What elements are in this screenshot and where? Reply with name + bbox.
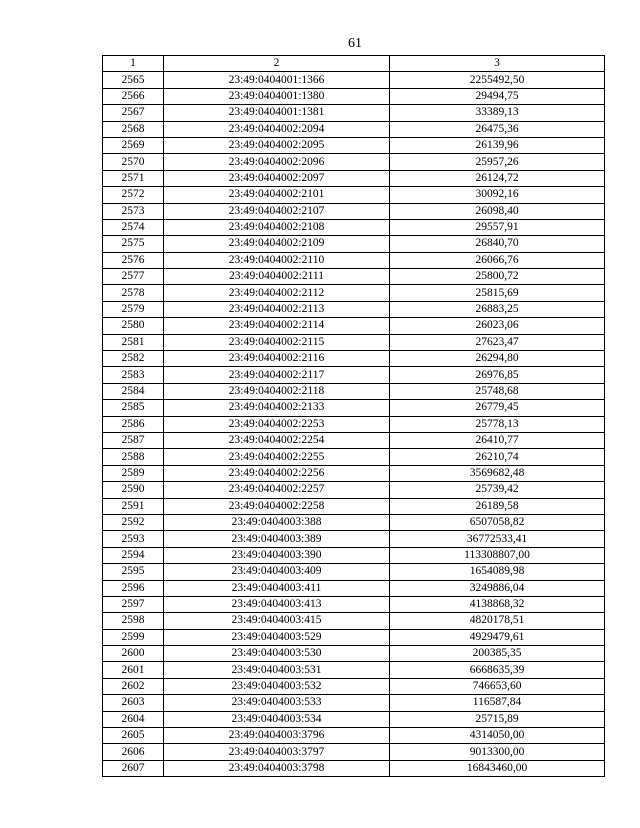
value-cell: 9013300,00 [390,744,605,760]
row-number-cell: 2602 [103,678,164,694]
table-row [103,629,605,645]
table-row [103,105,605,121]
cadastral-number-cell: 23:49:0404003:534 [164,711,390,727]
table-row [103,88,605,104]
value-cell: 26294,80 [390,351,605,367]
value-cell: 29494,75 [390,88,605,104]
row-number-cell: 2583 [103,367,164,383]
table-row [103,662,605,678]
row-number-cell: 2573 [103,203,164,219]
cadastral-number-cell: 23:49:0404002:2118 [164,383,390,399]
cadastral-number-cell: 23:49:0404002:2114 [164,318,390,334]
row-number-cell: 2577 [103,269,164,285]
value-cell: 30092,16 [390,187,605,203]
table-row [103,711,605,727]
row-number-cell: 2569 [103,137,164,153]
table-row [103,72,605,88]
row-number-cell: 2588 [103,449,164,465]
cadastral-number-cell: 23:49:0404002:2112 [164,285,390,301]
value-cell: 25800,72 [390,269,605,285]
table-row [103,432,605,448]
row-number-cell: 2603 [103,695,164,711]
value-cell: 26139,96 [390,137,605,153]
cadastral-number-cell: 23:49:0404002:2253 [164,416,390,432]
cadastral-number-cell: 23:49:0404002:2257 [164,482,390,498]
table-row [103,285,605,301]
table-row [103,760,605,776]
row-number-cell: 2579 [103,301,164,317]
cadastral-number-cell: 23:49:0404001:1381 [164,105,390,121]
table-row [103,531,605,547]
row-number-cell: 2590 [103,482,164,498]
column-header-value: 3 [390,56,605,72]
table-row [103,400,605,416]
cadastral-number-cell: 23:49:0404003:533 [164,695,390,711]
table-body [103,72,605,777]
cadastral-number-cell: 23:49:0404002:2097 [164,170,390,186]
cadastral-number-cell: 23:49:0404002:2109 [164,236,390,252]
cadastral-number-cell: 23:49:0404002:2107 [164,203,390,219]
table-row [103,728,605,744]
value-cell: 26066,76 [390,252,605,268]
page-number: 61 [348,36,362,51]
table-row [103,646,605,662]
row-number-cell: 2597 [103,596,164,612]
value-cell: 3249886,04 [390,580,605,596]
value-cell: 25739,42 [390,482,605,498]
table-row [103,301,605,317]
table-row [103,170,605,186]
row-number-cell: 2604 [103,711,164,727]
table-row [103,187,605,203]
table-row [103,498,605,514]
row-number-cell: 2584 [103,383,164,399]
row-number-cell: 2578 [103,285,164,301]
row-number-cell: 2582 [103,351,164,367]
cadastral-number-cell: 23:49:0404003:411 [164,580,390,596]
value-cell: 26883,25 [390,301,605,317]
row-number-cell: 2587 [103,432,164,448]
table-row [103,318,605,334]
cadastral-number-cell: 23:49:0404002:2101 [164,187,390,203]
row-number-cell: 2592 [103,514,164,530]
row-number-cell: 2606 [103,744,164,760]
row-number-cell: 2591 [103,498,164,514]
row-number-cell: 2589 [103,465,164,481]
row-number-cell: 2568 [103,121,164,137]
value-cell: 25748,68 [390,383,605,399]
cadastral-number-cell: 23:49:0404003:3796 [164,728,390,744]
row-number-cell: 2567 [103,105,164,121]
cadastral-number-cell: 23:49:0404003:415 [164,613,390,629]
cadastral-number-cell: 23:49:0404003:532 [164,678,390,694]
cadastral-number-cell: 23:49:0404003:388 [164,514,390,530]
row-number-cell: 2574 [103,219,164,235]
row-number-cell: 2575 [103,236,164,252]
table-row [103,678,605,694]
value-cell: 26023,06 [390,318,605,334]
table-row [103,121,605,137]
value-cell: 33389,13 [390,105,605,121]
cadastral-number-cell: 23:49:0404002:2115 [164,334,390,350]
table-row [103,596,605,612]
table-row [103,695,605,711]
row-number-cell: 2598 [103,613,164,629]
cadastral-number-cell: 23:49:0404002:2258 [164,498,390,514]
value-cell: 25957,26 [390,154,605,170]
cadastral-number-cell: 23:49:0404002:2110 [164,252,390,268]
value-cell: 25715,89 [390,711,605,727]
value-cell: 6668635,39 [390,662,605,678]
cadastral-number-cell: 23:49:0404002:2096 [164,154,390,170]
cadastral-number-cell: 23:49:0404003:530 [164,646,390,662]
column-header-number: 1 [103,56,164,72]
table-row [103,219,605,235]
column-header-cadastral-number: 2 [164,56,390,72]
cadastral-number-cell: 23:49:0404002:2133 [164,400,390,416]
cadastral-number-cell: 23:49:0404002:2113 [164,301,390,317]
cadastral-number-cell: 23:49:0404002:2095 [164,137,390,153]
value-cell: 26124,72 [390,170,605,186]
cadastral-number-cell: 23:49:0404002:2111 [164,269,390,285]
value-cell: 26475,36 [390,121,605,137]
value-cell: 746653,60 [390,678,605,694]
table-row [103,514,605,530]
row-number-cell: 2576 [103,252,164,268]
row-number-cell: 2593 [103,531,164,547]
value-cell: 3569682,48 [390,465,605,481]
row-number-cell: 2599 [103,629,164,645]
cadastral-number-cell: 23:49:0404002:2108 [164,219,390,235]
value-cell: 4820178,51 [390,613,605,629]
table-row [103,383,605,399]
value-cell: 29557,91 [390,219,605,235]
value-cell: 26840,70 [390,236,605,252]
table-row [103,416,605,432]
table-row [103,449,605,465]
value-cell: 26098,40 [390,203,605,219]
cadastral-number-cell: 23:49:0404002:2094 [164,121,390,137]
row-number-cell: 2605 [103,728,164,744]
row-number-cell: 2580 [103,318,164,334]
row-number-cell: 2570 [103,154,164,170]
value-cell: 6507058,82 [390,514,605,530]
value-cell: 1654089,98 [390,564,605,580]
value-cell: 116587,84 [390,695,605,711]
value-cell: 26779,45 [390,400,605,416]
row-number-cell: 2596 [103,580,164,596]
value-cell: 4138868,32 [390,596,605,612]
row-number-cell: 2586 [103,416,164,432]
registry-table [102,55,605,777]
cadastral-number-cell: 23:49:0404002:2256 [164,465,390,481]
value-cell: 113308807,00 [390,547,605,563]
table-row [103,482,605,498]
cadastral-number-cell: 23:49:0404003:389 [164,531,390,547]
table-row [103,547,605,563]
table-row [103,334,605,350]
row-number-cell: 2566 [103,88,164,104]
cadastral-number-cell: 23:49:0404003:3798 [164,760,390,776]
value-cell: 25815,69 [390,285,605,301]
row-number-cell: 2600 [103,646,164,662]
value-cell: 26210,74 [390,449,605,465]
table-row [103,252,605,268]
table-row [103,367,605,383]
cadastral-number-cell: 23:49:0404002:2116 [164,351,390,367]
value-cell: 26189,58 [390,498,605,514]
table-row [103,137,605,153]
table-row [103,580,605,596]
cadastral-number-cell: 23:49:0404003:531 [164,662,390,678]
cadastral-number-cell: 23:49:0404003:3797 [164,744,390,760]
cadastral-number-cell: 23:49:0404002:2255 [164,449,390,465]
row-number-cell: 2594 [103,547,164,563]
value-cell: 27623,47 [390,334,605,350]
table-row [103,465,605,481]
table-row [103,236,605,252]
row-number-cell: 2585 [103,400,164,416]
table-row [103,269,605,285]
cadastral-number-cell: 23:49:0404001:1366 [164,72,390,88]
value-cell: 26410,77 [390,432,605,448]
row-number-cell: 2572 [103,187,164,203]
value-cell: 25778,13 [390,416,605,432]
cadastral-number-cell: 23:49:0404003:409 [164,564,390,580]
table-header-row [103,56,605,72]
cadastral-number-cell: 23:49:0404002:2254 [164,432,390,448]
row-number-cell: 2571 [103,170,164,186]
table-row [103,744,605,760]
value-cell: 4314050,00 [390,728,605,744]
row-number-cell: 2595 [103,564,164,580]
value-cell: 2255492,50 [390,72,605,88]
row-number-cell: 2601 [103,662,164,678]
table-row [103,613,605,629]
value-cell: 4929479,61 [390,629,605,645]
value-cell: 26976,85 [390,367,605,383]
value-cell: 200385,35 [390,646,605,662]
row-number-cell: 2565 [103,72,164,88]
cadastral-number-cell: 23:49:0404003:413 [164,596,390,612]
table-row [103,154,605,170]
table-row [103,203,605,219]
cadastral-number-cell: 23:49:0404001:1380 [164,88,390,104]
row-number-cell: 2581 [103,334,164,350]
value-cell: 36772533,41 [390,531,605,547]
cadastral-number-cell: 23:49:0404002:2117 [164,367,390,383]
row-number-cell: 2607 [103,760,164,776]
cadastral-number-cell: 23:49:0404003:390 [164,547,390,563]
value-cell: 16843460,00 [390,760,605,776]
table-row [103,564,605,580]
cadastral-number-cell: 23:49:0404003:529 [164,629,390,645]
table-row [103,351,605,367]
